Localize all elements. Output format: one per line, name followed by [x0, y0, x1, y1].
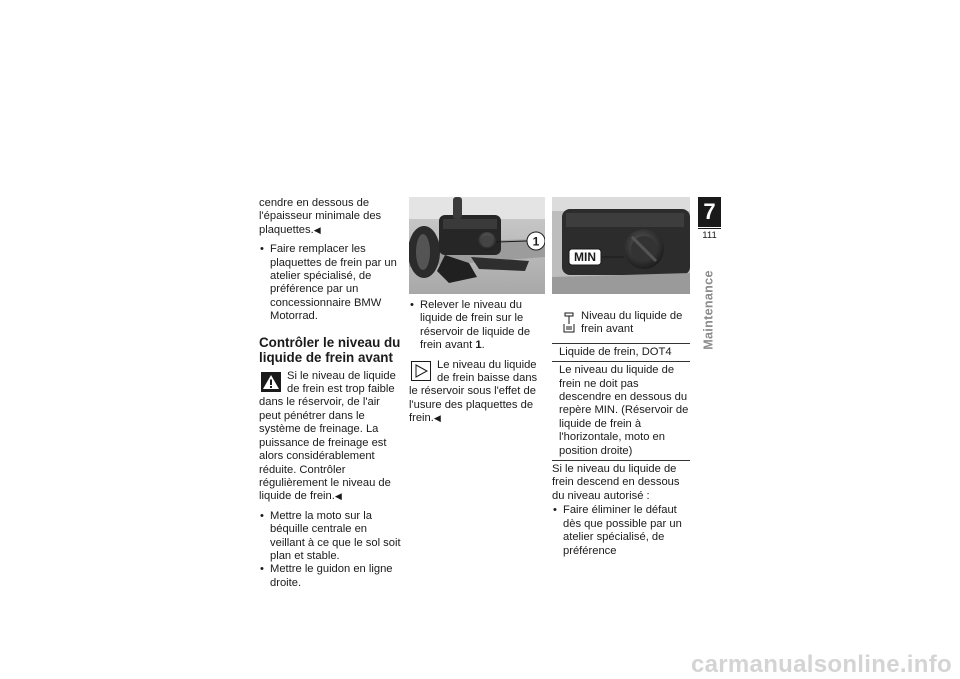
- watermark: carmanualsonline.info: [690, 651, 952, 678]
- intro-paragraph: cendre en dessous de l'épaisseur minimale des plaquettes.◀: [259, 197, 382, 236]
- column-middle: [409, 197, 545, 426]
- end-mark: ◀: [313, 224, 321, 235]
- warning-triangle-icon: [261, 372, 281, 392]
- callout-number: 1: [532, 234, 540, 249]
- brake-fluid-icon: [562, 312, 576, 334]
- page-number: 111: [698, 228, 721, 242]
- end-mark: ◀: [433, 413, 441, 424]
- list-item: • Mettre la moto sur la béquille centrale en veillant à ce que le sol soit plan et stable.: [259, 510, 401, 564]
- spec-table-row: Le niveau du liquide de frein ne doit pas descendre en dessous du repère MIN. (Réservoir de liquide de frein à l'horizontale, moto en position droite): [552, 361, 690, 460]
- list-item: • Faire remplacer les plaquettes de frein par un atelier spécialisé, de préférence par un concessionnaire BMW Motorrad.: [259, 243, 401, 323]
- warning-block: [259, 370, 401, 504]
- column-right: [552, 197, 690, 558]
- end-mark: ◀: [334, 491, 342, 502]
- spec-table-header: [552, 302, 690, 343]
- condition-paragraph: Si le niveau du liquide de frein descend en dessous du niveau autorisé :: [552, 463, 680, 502]
- bullet-list: [259, 243, 401, 323]
- bullet-list: [409, 299, 545, 353]
- chapter-number-tab: 7: [698, 197, 721, 227]
- spec-table-title: Niveau du liquide de frein avant: [581, 310, 683, 336]
- list-item: • Faire éliminer le défaut dès que possible par un atelier spécialisé, de préférence: [552, 504, 690, 558]
- warning-text: Si le niveau de liquide de frein est trop faible dans le réservoir, de l'air peut pénétrer dans le système de freinage. La puissance de freinage est alors considérablement réduite. Contrôler régulièrement le niveau de liquide de frein.: [259, 369, 396, 503]
- list-item: • Mettre le guidon en ligne droite.: [259, 563, 401, 590]
- spec-table-row: Liquide de frein, DOT4: [552, 343, 690, 361]
- section-heading: Contrôler le niveau du liquide de frein avant: [259, 334, 401, 365]
- brake-reservoir-photo: [409, 197, 545, 294]
- note-block: [409, 359, 545, 426]
- min-mark-photo: [552, 197, 690, 294]
- spec-table: [552, 302, 690, 461]
- min-label: MIN: [574, 250, 596, 264]
- callout-ref: 1: [475, 339, 482, 352]
- bullet-list: [259, 510, 401, 590]
- note-text: Le niveau du liquide de frein baisse dans le réservoir sous l'effet de l'usure des plaquettes de frein.: [409, 358, 538, 425]
- bullet-list: [552, 504, 690, 558]
- column-left: [259, 197, 401, 590]
- list-item: • Relever le niveau du liquide de frein sur le réservoir de liquide de frein avant 1.: [409, 299, 545, 353]
- chapter-title: Maintenance: [701, 270, 716, 350]
- note-arrow-icon: [411, 361, 431, 381]
